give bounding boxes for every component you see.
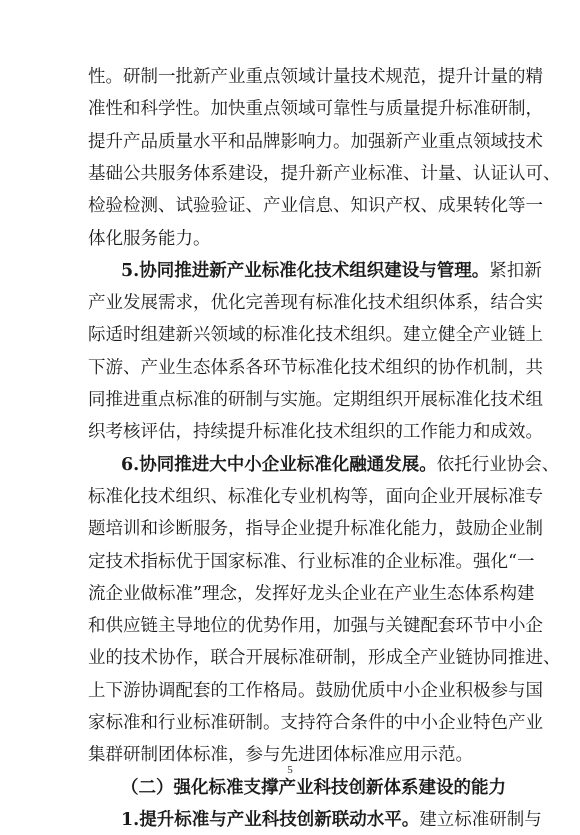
paragraph-3-first-line-text: 依托行业协会、 (436, 454, 560, 475)
paragraph-1-line: 准性和科学性。加快重点领域可靠性与质量提升标准研制， (88, 99, 543, 120)
paragraph-4-first-line (121, 805, 542, 835)
paragraph-2-line: 同推进重点标准的研制与实施。定期组织开展标准化技术组 (88, 390, 543, 410)
paragraph-2-first-line (121, 256, 542, 286)
section-heading: （二）强化标准支撑产业科技创新体系建设的能力 (121, 777, 506, 798)
paragraph-3-line: 和供应链主导地位的优势作用，加强与关键配套环节中小企 (88, 616, 543, 637)
paragraph-2-heading: 5.协同推进新产业标准化技术组织建设与管理。 (121, 260, 490, 281)
paragraph-4-heading: 1.提升标准与产业科技创新联动水平。 (121, 809, 420, 830)
paragraph-3-line: 业的技术协作，联合开展标准研制，形成全产业链协同推进、 (88, 648, 561, 669)
paragraph-3-line: 定技术指标优于国家标准、行业标准的企业标准。强化“一 (88, 551, 535, 572)
paragraph-3-line: 题培训和诊断服务，指导企业提升标准化能力，鼓励企业制 (88, 519, 543, 540)
paragraph-2-line: 织考核评估，持续提升标准化技术组织的工作能力和成效。 (88, 422, 543, 443)
paragraph-2-line: 际适时组建新兴领域的标准化技术组织。建立健全产业链上 (88, 325, 543, 346)
paragraph-2-first-line-text: 紧扣新 (489, 260, 542, 281)
paragraph-1-line: 提升产品质量水平和品牌影响力。加强新产业重点领域技术 (88, 131, 543, 152)
paragraph-3-line: 上下游协调配套的工作格局。鼓励优质中小企业积极参与国 (88, 680, 543, 701)
paragraph-3-line: 集群研制团体标准，参与先进团体标准应用示范。 (88, 745, 473, 766)
paragraph-1-line: 性。研制一批新产业重点领域计量技术规范，提升计量的精 (88, 67, 543, 87)
paragraph-4-first-line-text: 建立标准研制与 (419, 809, 542, 830)
paragraph-2-line: 下游、产业生态体系各环节标准化技术组织的协作机制，共 (88, 357, 543, 378)
paragraph-3-heading: 6.协同推进大中小企业标准化融通发展。 (121, 454, 437, 475)
page-number: 5 (287, 764, 293, 776)
paragraph-2-line: 产业发展需求，优化完善现有标准化技术组织体系，结合实 (88, 293, 543, 314)
paragraph-3-line: 流企业做标准”理念，发挥好龙头企业在产业生态体系构建 (88, 583, 535, 604)
paragraph-3-line: 标准化技术组织、标准化专业机构等，面向企业开展标准专 (88, 486, 543, 507)
paragraph-1-line: 检验检测、试验验证、产业信息、知识产权、成果转化等一 (88, 196, 543, 217)
paragraph-1-line: 基础公共服务体系建设，提升新产业标准、计量、认证认可、 (88, 163, 561, 184)
paragraph-1-line: 体化服务能力。 (88, 228, 211, 249)
paragraph-3-line: 家标准和行业标准研制。支持符合条件的中小企业特色产业 (88, 713, 543, 733)
paragraph-3-first-line (121, 450, 560, 480)
